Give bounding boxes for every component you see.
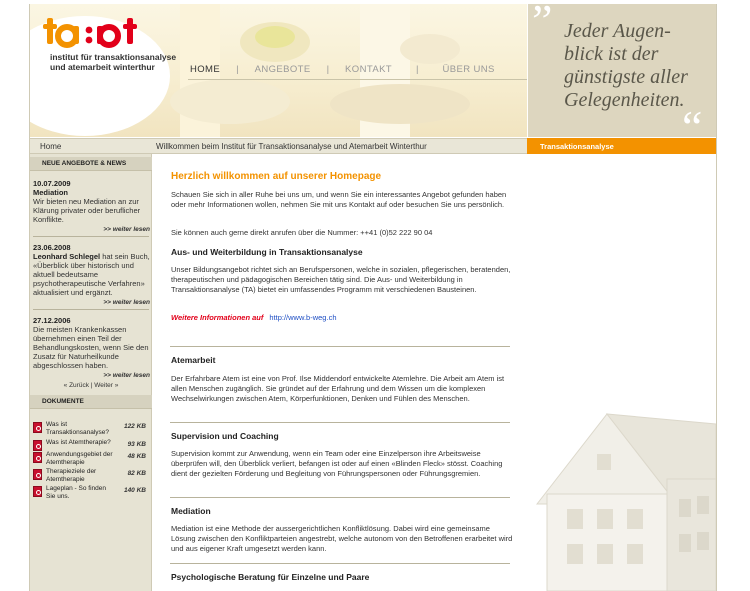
document-link[interactable] [33,485,150,501]
document-size: 122 KB [123,423,146,430]
news-title: Mediation [33,188,68,197]
mediation-heading: Mediation [171,506,211,516]
section-tab-transaktionsanalyse[interactable] [527,138,716,154]
nav-separator: | [326,63,330,75]
document-size: 82 KB [127,470,146,477]
nav-kontakt[interactable]: KONTAKT [345,63,393,75]
divider [170,346,510,347]
news-heading-label: NEUE ANGEBOTE & NEWS [42,160,127,167]
logo-subtitle-line1: institut für transaktionsanalyse [50,52,177,62]
page-title: Willkommen beim Institut für Transaktionsanalyse und Atemarbeit Winterthur [156,142,427,151]
section-tab-label: Transaktionsanalyse [540,142,614,151]
building-illustration [527,384,716,591]
document-size: 93 KB [127,441,146,448]
phone-text: Sie können auch gerne direkt anrufen über die Nummer: ++41 (0)52 222 90 04 [171,228,433,237]
site-header [30,4,716,137]
breadcrumb [30,138,716,154]
main-nav [190,62,495,76]
documents-heading-label: DOKUMENTE [42,398,84,405]
mediation-text: Mediation ist eine Methode der aussergerichtlichen Konfliktlösung. Dabei wird eine gemeinsame Lösung zwischen den Konfliktparteien angestrebt, welche autonom von den Betroffenen erarbeitet wird und aus eigener Kraft umgesetzt werden kann. [171,524,513,553]
quote-line: blick ist der [564,43,659,65]
document-size: 140 KB [123,487,146,494]
header-quote [564,20,714,112]
news-title: Leonhard Schlegel [33,252,101,261]
divider [33,236,149,237]
document-link[interactable] [33,421,150,437]
page-frame-right [716,4,717,591]
document-title: Anwendungsgebiet der Atemtherapie [46,451,113,466]
quote-close-mark: “ [682,101,703,137]
breadcrumb-home[interactable]: Home [40,142,62,151]
atem-heading: Atemarbeit [171,355,216,365]
ta-text: Unser Bildungsangebot richtet sich an Berufspersonen, welche in sozialen, pflegerischen, beratenden, therapeutischen und pädagogischen Bereichen tätig sind. Die Aus- und Weiterbildung in Transaktionsanalyse (TA) bietet ein umfassendes Programm mit verschiedenen Bausteinen. [171,265,511,294]
divider [170,422,510,423]
b-weg-link[interactable]: http://www.b-weg.ch [269,313,337,322]
news-date: 10.07.2009 [33,179,71,188]
ta-heading: Aus- und Weiterbildung in Transaktionsanalyse [171,247,363,257]
news-text: Die meisten Krankenkassen übernehmen einen Teil der Behandlungskosten, wenn Sie den Zusatz für Naturheilkunde abgeschlossen haben. [33,325,149,370]
read-more-link[interactable]: >> weiter lesen [103,226,150,233]
document-link[interactable] [33,468,150,484]
document-size: 48 KB [127,453,146,460]
news-body: hat sein Buch, «Überblick über historisch und aktuell bedeutsame psychotherapeutische Verfahren» aktualisiert und ergänzt. [33,252,150,297]
read-more-link[interactable]: >> weiter lesen [103,299,150,306]
news-item [33,179,150,234]
divider [170,497,510,498]
sidebar [30,154,152,591]
news-item [33,316,150,380]
document-title: Was ist Transaktionsanalyse? [46,421,109,436]
more-info-label: Weitere Informationen auf [171,313,264,322]
document-title: Therapieziele der Atemtherapie [46,468,97,483]
more-info-line [171,313,513,323]
welcome-heading: Herzlich willkommen auf unserer Homepage [171,171,382,182]
read-more-link[interactable]: >> weiter lesen [103,372,150,379]
pdf-icon [33,469,42,480]
psych-heading: Psychologische Beratung für Einzelne und Paare [171,572,370,582]
quote-line: günstigste aller [564,66,688,88]
welcome-text: Schauen Sie sich in aller Ruhe bei uns um, und wenn Sie ein interessantes Angebot gefunden haben oder mehr Informationen wollen, nehmen Sie mit uns Kontakt auf oder besuchen Sie uns persönlich. [171,190,507,209]
pdf-icon [33,440,42,451]
document-title: Was ist Atemtherapie? [46,439,111,446]
pdf-icon [33,486,42,497]
quote-line: Jeder Augen- [564,20,671,42]
pdf-icon [33,452,42,463]
documents-heading [30,395,152,409]
logo[interactable] [43,16,153,48]
divider [33,309,149,310]
divider [170,563,510,564]
document-title: Lageplan - So finden Sie uns. [46,485,106,500]
main-content [152,154,527,591]
nav-angebote[interactable]: ANGEBOTE [254,63,311,75]
quote-open-mark: ” [532,4,553,46]
news-text [33,252,150,297]
supervision-text: Supervision kommt zur Anwendung, wenn ein Team oder eine Einzelperson ihre Arbeitsweise überprüfen will, den Überblick verliert, befangen ist oder auf einen «Blinden Fleck» stösst. Coaching dient der gezielten Förderung und Begleitung von Führungspersonen oder Führungsgremien. [171,449,503,478]
nav-underline [188,79,527,80]
supervision-heading: Supervision und Coaching [171,431,279,441]
news-text: Wir bieten neu Mediation an zur Klärung privater oder beruflicher Konflikte. [33,197,141,224]
document-link[interactable] [33,451,150,467]
atem-text: Der Erfahrbare Atem ist eine von Prof. Ilse Middendorf entwickelte Atemlehre. Die Arbeit am Atem ist allen Menschen zugänglich. Sie gründet auf der Erfahrung und dem Wissen um die komplexen Wechselwirkungen zwischen Atem, Körperfunktionen, Denken und Fühlen des Menschen. [171,374,505,403]
news-pager[interactable]: « Zurück | Weiter » [63,382,119,389]
nav-home[interactable]: HOME [190,63,221,75]
quote-line: Gelegenheiten. [564,89,685,111]
news-item [33,243,150,307]
header-photo [30,4,527,137]
pdf-icon [33,422,42,433]
nav-separator: | [236,63,239,75]
nav-separator: | [416,63,419,75]
news-date: 27.12.2006 [33,316,71,325]
logo-subtitle-line2: und atemarbeit winterthur [50,62,155,72]
nav-ueber-uns[interactable]: ÜBER UNS [442,63,495,75]
news-date: 23.06.2008 [33,243,71,252]
news-heading [30,157,152,171]
right-panel [527,154,716,591]
